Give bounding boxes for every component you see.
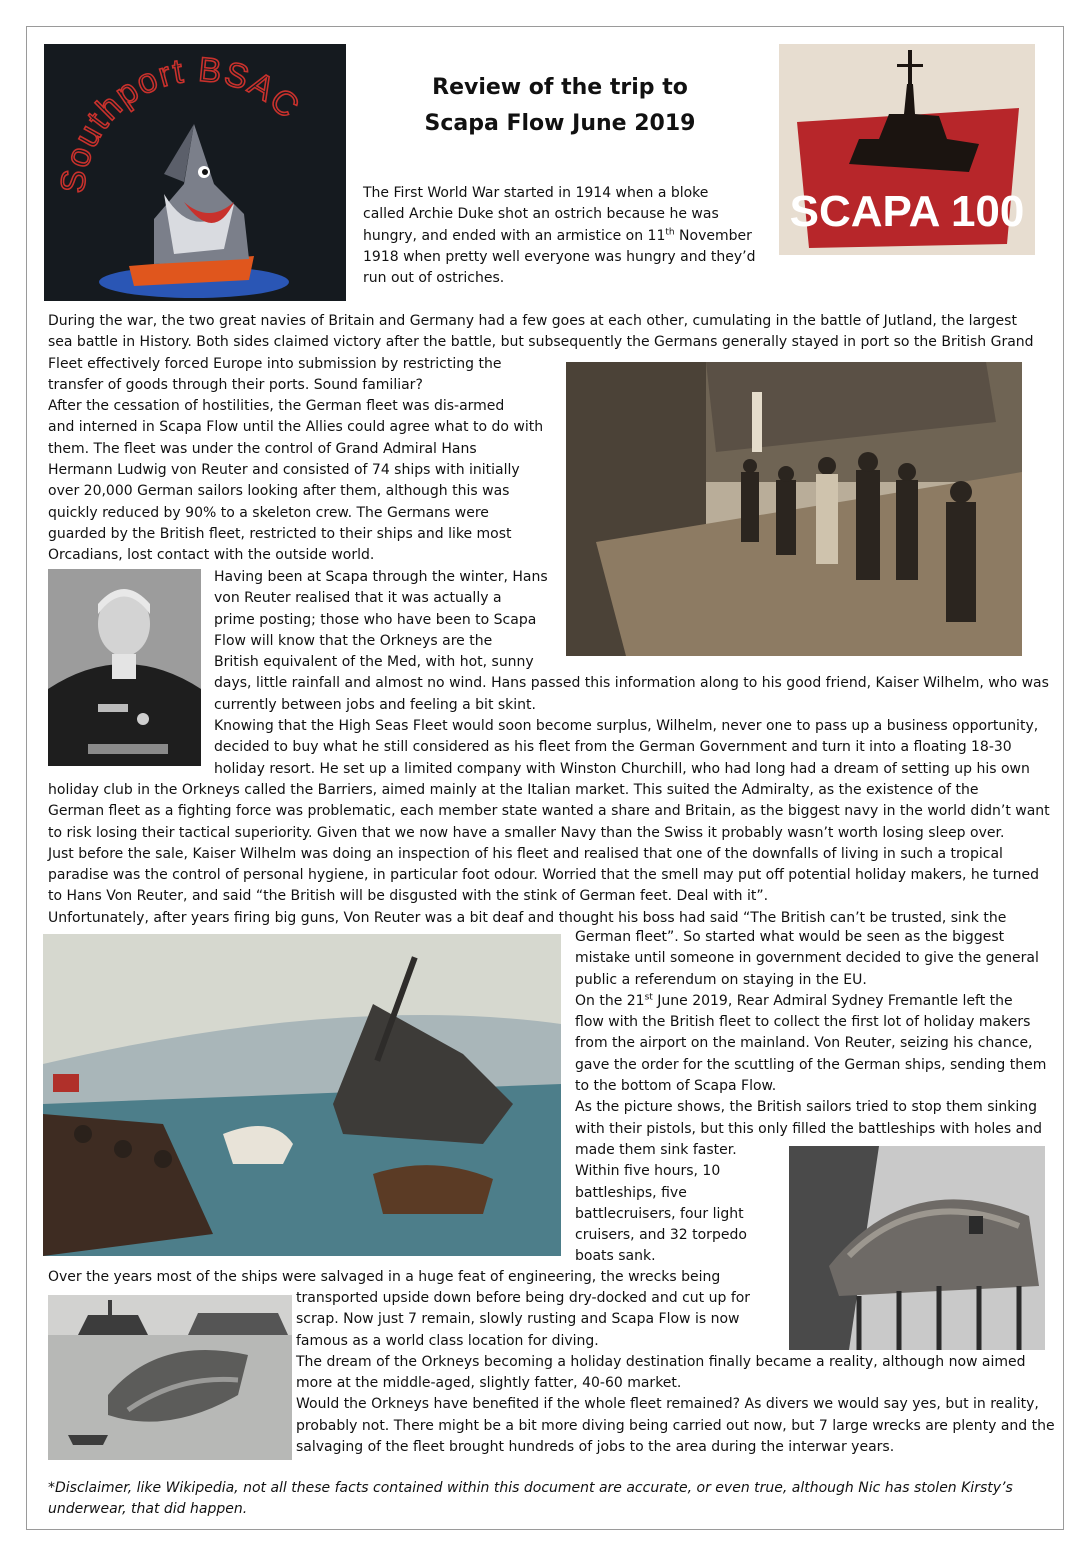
scuttle-line: cruisers, and 32 torpedo [575,1227,747,1244]
title-line-1: Review of the trip to [432,75,688,100]
scuttle-line: German fleet”. So started what would be seen as the biggest [575,929,1005,945]
scapa-100-badge [779,44,1035,255]
war-line: over 20,000 German sailors looking after them, although this was [48,483,510,500]
von-reuter-portrait [48,569,201,766]
club-paragraph [48,780,1058,929]
reuter-line: Flow will know that the Orkneys are the [214,632,493,649]
scuttle-line: with their pistols, but this only filled the battleships with holes and [575,1120,1042,1137]
salvage-intro [48,1267,788,1288]
towed-hull-photo [48,1295,292,1460]
scuttle-superscript: st [644,992,653,1003]
salvage-line: salvaging of the fleet brought hundreds of jobs to the area during the interwar years. [296,1439,895,1456]
disclaimer-line: underwear, that did happen. [48,1501,248,1518]
intro-text: November [674,227,752,244]
war-line: Hermann Ludwig von Reuter and consisted of 74 ships with initially [48,462,520,479]
reuter-paragraph [214,567,1059,780]
scuttle-line: made them sink faster. [575,1141,737,1158]
war-line: them. The fleet was under the control of Grand Admiral Hans [48,440,477,457]
scuttle-text: June 2019, Rear Admiral Sydney Fremantle left the [652,992,1013,1009]
scuttle-line: Within five hours, 10 [575,1163,721,1180]
southport-bsac-logo [44,44,346,301]
salvage-line: famous as a world class location for diving. [296,1332,599,1349]
club-line: Unfortunately, after years firing big guns, Von Reuter was a bit deaf and thought his boss had said “The British can’t be trusted, sink the [48,909,1007,926]
reuter-line: holiday resort. He set up a limited company with Winston Churchill, who had long had a dream of setting up his own [214,760,1030,777]
scuttle-line: As the picture shows, the British sailors tried to stop them sinking [575,1099,1038,1116]
scuttling-painting [43,934,561,1256]
title-line-2: Scapa Flow June 2019 [424,111,696,136]
salvage-line: probably not. There might be a bit more diving being carried out now, but 7 large wrecks are plenty and the [296,1417,1055,1434]
salvage-paragraph [296,1288,1061,1458]
salvage-line: The dream of the Orkneys becoming a holiday destination finally became a reality, although now aimed [296,1353,1026,1370]
salvage-line: Over the years most of the ships were salvaged in a huge feat of engineering, the wrecks being [48,1269,721,1285]
war-line: quickly reduced by 90% to a skeleton crew. The Germans were [48,504,489,521]
intro-superscript: th [665,226,675,237]
club-line: paradise was the control of personal hygiene, in particular foot odour. Worried that the smell may put off potential holiday makers, he turned [48,867,1040,884]
scuttle-line [575,991,1060,1012]
scuttle-line: battleships, five [575,1184,687,1201]
war-line: After the cessation of hostilities, the German fleet was dis-armed [48,398,505,415]
club-line: to risk losing their tactical superiority. Given that we now have a smaller Navy than the Swiss it probably wasn’t worth losing sleep over. [48,824,1005,841]
scuttle-line: gave the order for the scuttling of the German ships, sending them [575,1056,1047,1073]
salvage-line: Would the Orkneys have benefited if the whole fleet remained? As divers we would say yes, but in reality, [296,1396,1039,1413]
scuttle-line: from the airport on the mainland. Von Reuter, seizing his chance, [575,1035,1033,1052]
reuter-line: British equivalent of the Med, with hot, sunny [214,654,534,671]
war-line: guarded by the British fleet, restricted to their ships and like most [48,525,512,542]
reuter-line: prime posting; those who have been to Scapa [214,611,537,628]
club-line: holiday club in the Orkneys called the Barriers, aimed mainly at the Italian market. This suited the Admiralty, as the existence of the [48,782,979,798]
scuttle-line: public a referendum on staying in the EU. [575,971,867,988]
club-line: to Hans Von Reuter, and said “the British will be disgusted with the stink of German feet. Deal with it”. [48,888,769,905]
salvage-line: transported upside down before being dry-docked and cut up for [296,1290,751,1306]
war-line: During the war, the two great navies of Britain and Germany had a few goes at each other, cumulating in the battle of Jutland, the largest [48,313,1017,329]
scuttle-line: boats sank. [575,1248,656,1265]
club-line: German fleet as a fighting force was problematic, each member state wanted a share and Britain, as the biggest navy in the world didn’t want [48,803,1050,820]
scuttle-line: flow with the British fleet to collect the first lot of holiday makers [575,1014,1031,1031]
reuter-line: Knowing that the High Seas Fleet would soon become surplus, Wilhelm, never one to pass up a business opportunity, [214,718,1039,735]
scuttle-line: to the bottom of Scapa Flow. [575,1078,777,1095]
intro-line: run out of ostriches. [363,270,505,287]
war-line: Fleet effectively forced Europe into submission by restricting the [48,355,502,372]
reuter-line: decided to buy what he still considered as his fleet from the German Government and turn it into a floating 18-30 [214,739,1012,756]
intro-line: called Archie Duke shot an ostrich because he was [363,206,719,223]
intro-line: The First World War started in 1914 when a bloke [363,185,709,201]
salvage-line: more at the middle-aged, slightly fatter, 40-60 market. [296,1375,682,1392]
reuter-line: days, little rainfall and almost no wind. Hans passed this information along to his good friend, Kaiser Wilhelm, who was [214,675,1049,692]
disclaimer [48,1478,1058,1521]
reuter-line: Having been at Scapa through the winter, Hans [214,569,548,585]
war-line: Orcadians, lost contact with the outside world. [48,547,375,564]
reuter-line: von Reuter realised that it was actually a [214,590,502,607]
scuttle-line: mistake until someone in government decided to give the general [575,950,1039,967]
salvage-line: scrap. Now just 7 remain, slowly rusting and Scapa Flow is now [296,1311,740,1328]
scuttle-line: battlecruisers, four light [575,1205,744,1222]
intro-paragraph [363,183,773,289]
club-line: Just before the sale, Kaiser Wilhelm was doing an inspection of his fleet and realised that one of the downfalls of living in such a tropical [48,845,1003,862]
intro-text: hungry, and ended with an armistice on 11 [363,227,666,244]
war-line: sea battle in History. Both sides claimed victory after the battle, but subsequently the Germans generally stayed in port so the British Grand [48,334,1034,351]
scuttle-text: On the 21 [575,992,645,1009]
svg-text:Southport BSAC: Southport BSAC [53,50,308,196]
war-line: and interned in Scapa Flow until the Allies could agree what to do with [48,419,544,436]
reuter-line: currently between jobs and feeling a bit skint. [214,696,536,713]
intro-line: 1918 when pretty well everyone was hungry and they’d [363,248,756,265]
disclaimer-line: *Disclaimer, like Wikipedia, not all these facts contained within this document are accurate, or even true, although Nic has stolen Kirsty’s [48,1480,1013,1496]
page-title [370,70,750,142]
war-line: transfer of goods through their ports. Sound familiar? [48,376,423,393]
intro-line [363,226,773,247]
badge-text: SCAPA 100 [789,187,1025,236]
